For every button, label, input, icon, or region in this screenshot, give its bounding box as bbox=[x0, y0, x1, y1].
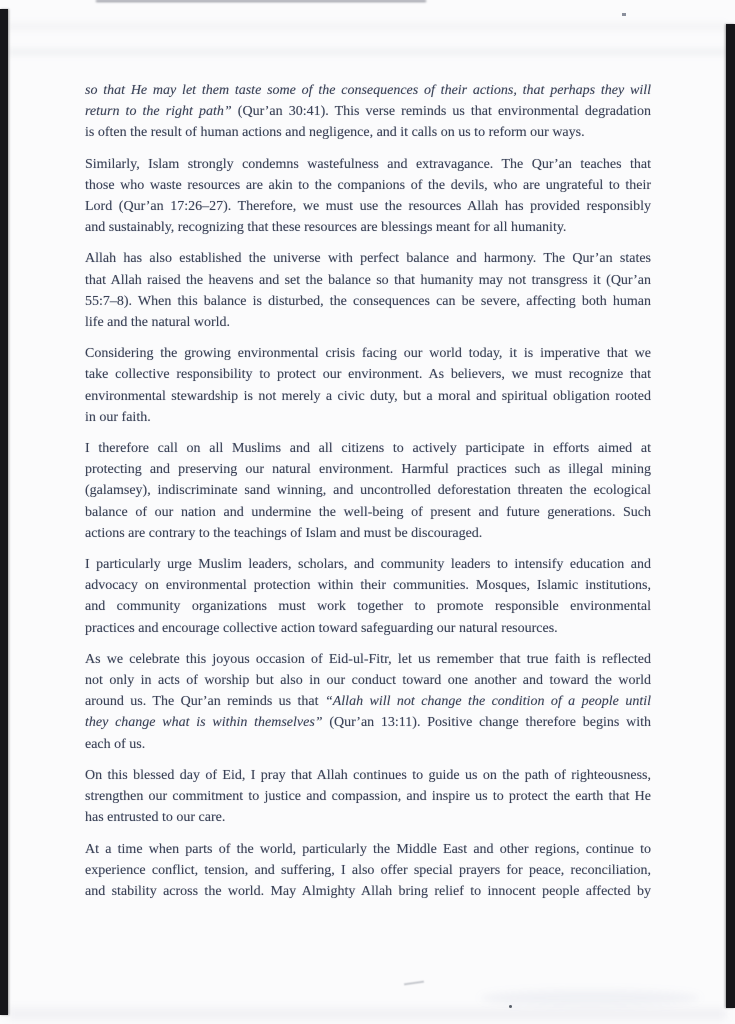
text-segment: (Qur’an 30:41). This verse reminds us that environmental degradation bbox=[237, 104, 651, 120]
text-segment: Allah has also established the universe with perfect balance and harmony. The Qur’an states bbox=[85, 251, 651, 267]
text-segment: Considering the growing environmental crisis facing our world today, it is imperative that we bbox=[85, 346, 651, 362]
quote-text-segment: “Allah will not change the condition of a people until bbox=[324, 694, 651, 710]
text-segment: strengthen our commitment to justice and compassion, and inspire us to protect the earth that He bbox=[85, 789, 651, 805]
text-line bbox=[85, 765, 651, 786]
text-segment: (Qur’an 13:11). Positive change therefore begins with bbox=[329, 715, 651, 731]
text-segment: environmental stewardship is not merely a civic duty, but a moral and spiritual obligation rooted bbox=[85, 388, 651, 404]
text-line bbox=[85, 407, 651, 428]
text-segment: Lord (Qur’an 17:26–27). Therefore, we must use the resources Allah has provided responsibly bbox=[85, 199, 651, 215]
scan-shadow-band bbox=[8, 48, 726, 56]
text-line bbox=[85, 523, 651, 544]
text-line bbox=[85, 154, 651, 175]
scan-shadow-smudge bbox=[480, 990, 700, 1006]
text-line bbox=[85, 80, 651, 101]
text-line bbox=[85, 122, 651, 143]
text-segment: in our faith. bbox=[85, 409, 151, 425]
text-segment: not only in acts of worship but also in our conduct toward one another and toward the world bbox=[85, 673, 651, 689]
text-segment: At a time when parts of the world, particularly the Middle East and other regions, continue to bbox=[85, 841, 651, 857]
paragraph bbox=[85, 438, 651, 544]
text-line bbox=[85, 386, 651, 407]
quote-text-segment: they change what is within themselves” bbox=[85, 715, 330, 731]
scan-shadow-band bbox=[8, 22, 726, 31]
text-segment: that Allah raised the heavens and set the balance so that humanity may not transgress it (Qur’an bbox=[85, 272, 651, 288]
scan-smudge bbox=[404, 981, 424, 986]
text-segment: I particularly urge Muslim leaders, scholars, and community leaders to intensify education and bbox=[85, 557, 651, 573]
paragraph bbox=[85, 839, 651, 903]
paragraph bbox=[85, 154, 651, 239]
text-segment: and sustainably, recognizing that these resources are blessings meant for all humanity. bbox=[85, 220, 567, 236]
text-segment: and stability across the world. May Almighty Allah bring relief to innocent people affected by bbox=[85, 883, 651, 899]
scan-edge-right bbox=[726, 24, 735, 1008]
text-segment: 55:7–8). When this balance is disturbed, the consequences can be severe, affecting both human bbox=[85, 293, 651, 309]
scan-edge-left bbox=[0, 9, 8, 1015]
quote-text-segment: so that He may let them taste some of the consequences of their actions, that perhaps they will bbox=[85, 83, 651, 98]
scan-shadow-band bbox=[8, 1008, 726, 1020]
text-segment: those who waste resources are akin to the companions of the devils, who are ungrateful to their bbox=[85, 177, 651, 193]
text-line bbox=[85, 502, 651, 523]
text-segment: experience conflict, tension, and suffering, I also offer special prayers for peace, reconciliation, bbox=[85, 862, 651, 878]
paragraph bbox=[85, 80, 651, 144]
text-line bbox=[85, 786, 651, 807]
text-segment: I therefore call on all Muslims and all citizens to actively participate in efforts aimed at bbox=[85, 441, 651, 457]
paragraph bbox=[85, 248, 651, 333]
text-line bbox=[85, 438, 651, 459]
text-line bbox=[85, 175, 651, 196]
text-segment: Similarly, Islam strongly condemns wastefulness and extravagance. The Qur’an teaches that bbox=[85, 156, 651, 172]
text-segment: is often the result of human actions and negligence, and it calls on us to reform our ways. bbox=[85, 125, 585, 141]
text-segment: around us. The Qur’an reminds us that bbox=[85, 694, 325, 710]
scan-speck-bottom bbox=[509, 1005, 512, 1008]
paragraph bbox=[85, 765, 651, 829]
text-line bbox=[85, 881, 651, 902]
text-line bbox=[85, 712, 651, 733]
text-segment: actions are contrary to the teachings of Islam and must be discouraged. bbox=[85, 525, 483, 541]
text-line bbox=[85, 248, 651, 269]
text-segment: (galamsey), indiscriminate sand winning, and uncontrolled deforestation threaten the ecological bbox=[85, 483, 651, 499]
text-line bbox=[85, 312, 651, 333]
text-line bbox=[85, 575, 651, 596]
text-line bbox=[85, 270, 651, 291]
text-line bbox=[85, 670, 651, 691]
text-line bbox=[85, 101, 651, 122]
scan-edge-top bbox=[96, 0, 426, 2]
text-segment: protecting and preserving our natural environment. Harmful practices such as illegal mining bbox=[85, 462, 651, 478]
text-line bbox=[85, 217, 651, 238]
text-segment: advocacy on environmental protection within their communities. Mosques, Islamic institutions, bbox=[85, 578, 651, 594]
text-segment: and community organizations must work together to promote responsible environmental bbox=[85, 599, 651, 615]
text-segment: take collective responsibility to protect our environment. As believers, we must recognize that bbox=[85, 367, 651, 383]
text-segment: has entrusted to our care. bbox=[85, 810, 226, 826]
document-body bbox=[85, 80, 651, 912]
text-line bbox=[85, 291, 651, 312]
text-line bbox=[85, 196, 651, 217]
text-line bbox=[85, 860, 651, 881]
paragraph bbox=[85, 649, 651, 755]
text-line bbox=[85, 480, 651, 501]
text-segment: As we celebrate this joyous occasion of Eid-ul-Fitr, let us remember that true faith is reflected bbox=[85, 651, 651, 667]
text-line bbox=[85, 364, 651, 385]
text-line bbox=[85, 459, 651, 480]
text-line bbox=[85, 649, 651, 670]
text-line bbox=[85, 596, 651, 617]
text-line bbox=[85, 691, 651, 712]
text-line bbox=[85, 734, 651, 755]
text-line bbox=[85, 839, 651, 860]
text-segment: On this blessed day of Eid, I pray that Allah continues to guide us on the path of righteousness, bbox=[85, 767, 651, 783]
text-segment: balance of our nation and undermine the well-being of present and future generations. Such bbox=[85, 504, 651, 520]
quote-text-segment: return to the right path” bbox=[85, 104, 238, 120]
text-line bbox=[85, 807, 651, 828]
paragraph bbox=[85, 343, 651, 428]
text-line bbox=[85, 554, 651, 575]
paragraph bbox=[85, 554, 651, 639]
scan-speck-top bbox=[622, 13, 626, 16]
text-line bbox=[85, 343, 651, 364]
text-segment: life and the natural world. bbox=[85, 315, 231, 331]
text-segment: practices and encourage collective action toward safeguarding our natural resources. bbox=[85, 620, 558, 636]
text-line bbox=[85, 618, 651, 639]
text-segment: each of us. bbox=[85, 736, 146, 752]
